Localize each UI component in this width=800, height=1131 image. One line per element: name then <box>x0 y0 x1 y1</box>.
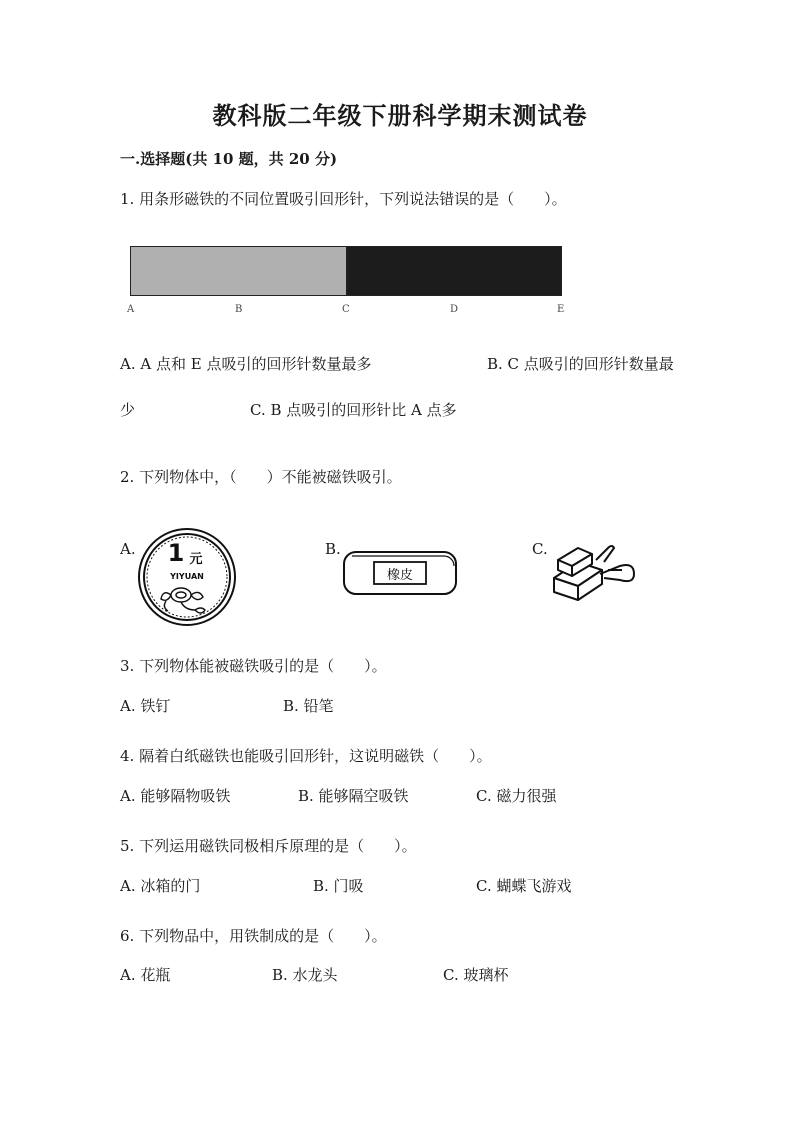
bar-magnet-figure <box>130 246 562 296</box>
question-1-option-b-wrap: 少 <box>120 401 136 419</box>
question-5-option-b: B. 门吸 <box>313 877 364 895</box>
magnet-half-dark <box>347 247 562 295</box>
question-2-stem: 2. 下列物体中，（ ）不能被磁铁吸引。 <box>120 468 402 486</box>
question-4-option-a: A. 能够隔物吸铁 <box>120 787 231 805</box>
question-5-option-a: A. 冰箱的门 <box>120 877 201 895</box>
coin-unit-text: 元 <box>189 552 203 567</box>
question-6-option-a: A. 花瓶 <box>120 966 171 984</box>
question-4-option-c: C. 磁力很强 <box>476 787 557 805</box>
magnet-label-a: A <box>127 304 135 315</box>
coin-image <box>136 527 238 627</box>
question-3-option-a: A. 铁钉 <box>120 697 171 715</box>
question-2-option-c-label: C. <box>532 540 548 558</box>
question-4-stem: 4. 隔着白纸磁铁也能吸引回形针，这说明磁铁（ ）。 <box>120 747 492 765</box>
magnet-label-b: B <box>235 304 243 315</box>
magnet-half-light <box>131 247 347 295</box>
question-1-stem: 1. 用条形磁铁的不同位置吸引回形针，下列说法错误的是（ ）。 <box>120 190 567 208</box>
question-2-option-a-label: A. <box>120 540 136 558</box>
question-1-option-b: B. C 点吸引的回形针数量最 <box>487 355 674 373</box>
question-4-option-b: B. 能够隔空吸铁 <box>298 787 409 805</box>
binder-clip-image <box>548 540 640 602</box>
question-5-stem: 5. 下列运用磁铁同极相斥原理的是（ ）。 <box>120 837 417 855</box>
question-3-option-b: B. 铅笔 <box>283 697 334 715</box>
question-2-option-b-label: B. <box>325 540 341 558</box>
question-6-stem: 6. 下列物品中，用铁制成的是（ ）。 <box>120 927 387 945</box>
eraser-image <box>342 548 458 598</box>
magnet-label-c: C <box>342 304 350 315</box>
question-3-stem: 3. 下列物体能被磁铁吸引的是（ ）。 <box>120 657 387 675</box>
section-heading: 一.选择题(共 10 题，共 20 分) <box>120 150 338 168</box>
question-1-option-a: A. A 点和 E 点吸引的回形针数量最多 <box>120 355 372 373</box>
magnet-label-d: D <box>450 304 459 315</box>
coin-value-text: 1 <box>167 539 185 567</box>
page-title: 教科版二年级下册科学期末测试卷 <box>212 101 588 130</box>
coin-yiyuan-text: YIYUAN <box>170 572 204 581</box>
eraser-label-text: 橡皮 <box>386 568 414 583</box>
question-5-option-c: C. 蝴蝶飞游戏 <box>476 877 572 895</box>
question-6-option-c: C. 玻璃杯 <box>443 966 509 984</box>
question-6-option-b: B. 水龙头 <box>272 966 338 984</box>
magnet-label-e: E <box>557 304 565 315</box>
question-1-option-c: C. B 点吸引的回形针比 A 点多 <box>250 401 457 419</box>
